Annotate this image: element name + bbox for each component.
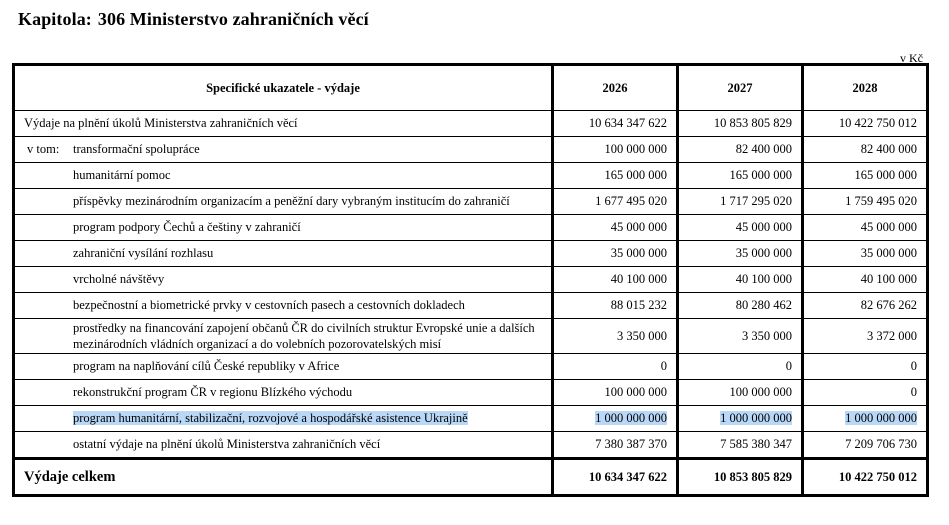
row-label: příspěvky mezinárodním organizacím a peněžní dary vybraným institucím do zahraničí <box>14 189 553 215</box>
table-row <box>14 293 928 319</box>
row-label-text: transformační spolupráce <box>73 142 200 156</box>
total-2028: 10 422 750 012 <box>803 459 928 496</box>
cell-2026: 10 634 347 622 <box>553 111 678 137</box>
table-row <box>14 432 928 459</box>
cell-2027: 165 000 000 <box>678 163 803 189</box>
table-row <box>14 267 928 293</box>
cell-2028: 3 372 000 <box>803 319 928 354</box>
table-row <box>14 354 928 380</box>
cell-2026: 100 000 000 <box>553 137 678 163</box>
cell-2027[interactable] <box>678 406 803 432</box>
cell-2027: 80 280 462 <box>678 293 803 319</box>
cell-2026: 7 380 387 370 <box>553 432 678 459</box>
title-prefix: Kapitola: <box>18 9 92 29</box>
cell-2028[interactable] <box>803 406 928 432</box>
table-row <box>14 380 928 406</box>
cell-2027: 100 000 000 <box>678 380 803 406</box>
row-label: zahraniční vysílání rozhlasu <box>14 241 553 267</box>
cell-2026: 40 100 000 <box>553 267 678 293</box>
cell-2027: 3 350 000 <box>678 319 803 354</box>
table-row <box>14 189 928 215</box>
row-label: program na naplňování cílů České republiky v Africe <box>14 354 553 380</box>
row-label: bezpečnostní a biometrické prvky v cestovních pasech a cestovních dokladech <box>14 293 553 319</box>
cell-2026: 45 000 000 <box>553 215 678 241</box>
cell-2028: 1 759 495 020 <box>803 189 928 215</box>
header-year-2028: 2028 <box>803 65 928 111</box>
table-row-total <box>14 459 928 496</box>
cell-2028: 82 400 000 <box>803 137 928 163</box>
indicators-table <box>12 63 929 497</box>
cell-2026[interactable] <box>553 406 678 432</box>
cell-2026: 165 000 000 <box>553 163 678 189</box>
total-label: Výdaje celkem <box>14 459 553 496</box>
row-label <box>14 137 553 163</box>
cell-2027: 10 853 805 829 <box>678 111 803 137</box>
total-2027: 10 853 805 829 <box>678 459 803 496</box>
cell-2028: 45 000 000 <box>803 215 928 241</box>
cell-2027: 45 000 000 <box>678 215 803 241</box>
table-row-main <box>14 111 928 137</box>
selected-text[interactable]: 1 000 000 000 <box>845 411 917 425</box>
total-2026: 10 634 347 622 <box>553 459 678 496</box>
cell-2027: 1 717 295 020 <box>678 189 803 215</box>
cell-2028: 82 676 262 <box>803 293 928 319</box>
header-label: Specifické ukazatele - výdaje <box>14 65 553 111</box>
table-row <box>14 137 928 163</box>
cell-2027: 35 000 000 <box>678 241 803 267</box>
title-chapter: 306 Ministerstvo zahraničních věcí <box>97 9 369 29</box>
table-row-selected <box>14 406 928 432</box>
page-title <box>18 9 369 30</box>
cell-2028: 0 <box>803 380 928 406</box>
cell-2028: 165 000 000 <box>803 163 928 189</box>
row-label[interactable] <box>14 406 553 432</box>
header-year-2027: 2027 <box>678 65 803 111</box>
selected-text[interactable]: 1 000 000 000 <box>720 411 792 425</box>
cell-2026: 3 350 000 <box>553 319 678 354</box>
cell-2027: 40 100 000 <box>678 267 803 293</box>
cell-2027: 7 585 380 347 <box>678 432 803 459</box>
table-row <box>14 319 928 354</box>
cell-2028: 35 000 000 <box>803 241 928 267</box>
row-label: ostatní výdaje na plnění úkolů Ministerstva zahraničních věcí <box>14 432 553 459</box>
cell-2026: 35 000 000 <box>553 241 678 267</box>
header-year-2026: 2026 <box>553 65 678 111</box>
cell-2026: 100 000 000 <box>553 380 678 406</box>
row-label: rekonstrukční program ČR v regionu Blízkého východu <box>14 380 553 406</box>
cell-2028: 40 100 000 <box>803 267 928 293</box>
cell-2028: 7 209 706 730 <box>803 432 928 459</box>
cell-2026: 1 677 495 020 <box>553 189 678 215</box>
row-label: Výdaje na plnění úkolů Ministerstva zahraničních věcí <box>14 111 553 137</box>
v-tom-label: v tom: <box>27 142 60 156</box>
cell-2027: 0 <box>678 354 803 380</box>
cell-2026: 88 015 232 <box>553 293 678 319</box>
row-label: humanitární pomoc <box>14 163 553 189</box>
table-header-row <box>14 65 928 111</box>
table-row <box>14 215 928 241</box>
table-row <box>14 241 928 267</box>
cell-2026: 0 <box>553 354 678 380</box>
cell-2027: 82 400 000 <box>678 137 803 163</box>
row-label: program podpory Čechů a češtiny v zahraničí <box>14 215 553 241</box>
cell-2028: 0 <box>803 354 928 380</box>
row-label: prostředky na financování zapojení občanů ČR do civilních struktur Evropské unie a dalších mezinárodních vládních organizací a do volebních pozorovatelských misí <box>14 319 553 354</box>
row-label: vrcholné návštěvy <box>14 267 553 293</box>
table-row <box>14 163 928 189</box>
unit-label: v Kč <box>900 51 923 65</box>
cell-2028: 10 422 750 012 <box>803 111 928 137</box>
selected-text[interactable]: program humanitární, stabilizační, rozvojové a hospodářské asistence Ukrajině <box>73 411 468 425</box>
selected-text[interactable]: 1 000 000 000 <box>595 411 667 425</box>
